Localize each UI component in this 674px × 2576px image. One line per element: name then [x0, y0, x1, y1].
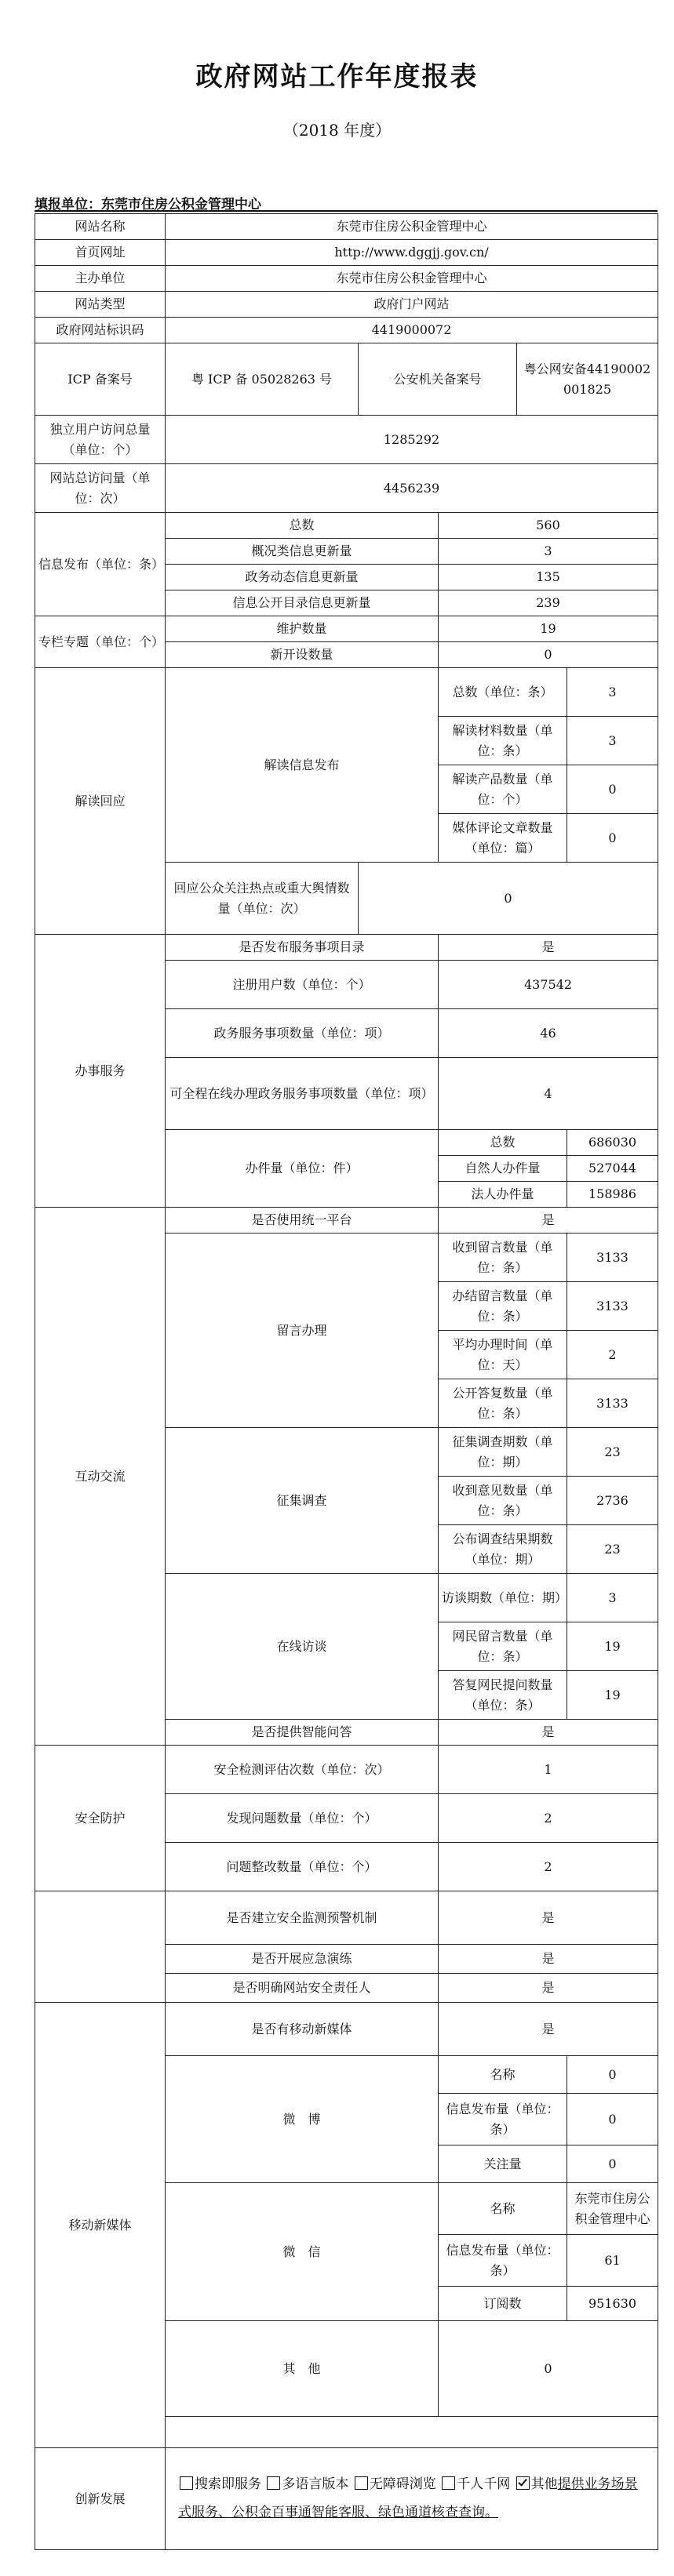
wb-posts-value: 0 — [567, 2094, 658, 2145]
svc-users-value: 437542 — [439, 961, 658, 1009]
media-has-label: 是否有移动新媒体 — [166, 2003, 439, 2056]
svc-vol-total-label: 总数 — [439, 1130, 567, 1156]
ix-sv-result-value: 23 — [567, 1525, 658, 1574]
row-column-maint — [35, 616, 658, 642]
sponsor-value: 东莞市住房公积金管理中心 — [166, 266, 658, 292]
opt-other-text: 提供业务场景式服务、公积金百事通智能客服、绿色通道核查查询。 — [178, 2476, 638, 2520]
ix-tk-reply-label: 答复网民提问数量（单位：条） — [439, 1671, 567, 1720]
site-name-label: 网站名称 — [35, 214, 166, 240]
media-label: 移动新媒体 — [35, 2003, 166, 2448]
checkbox-search-service[interactable] — [180, 2476, 193, 2490]
ix-platform-value: 是 — [439, 1208, 658, 1234]
interp-respond-label: 回应公众关注热点或重大舆情数量（单位：次） — [166, 863, 359, 935]
wb-posts-label: 信息发布量（单位：条） — [439, 2094, 567, 2145]
info-catalog-value: 239 — [439, 590, 658, 616]
media-other-label: 其 他 — [166, 2321, 439, 2417]
wechat-label: 微 信 — [166, 2183, 439, 2321]
row-info-total — [35, 513, 658, 539]
row-home-url — [35, 240, 658, 266]
interp-material-value: 3 — [567, 717, 658, 765]
header-divider — [35, 210, 658, 212]
ix-done-label: 办结留言数量（单位：条） — [439, 1282, 567, 1331]
checkbox-accessibility[interactable] — [355, 2476, 368, 2490]
sec-check-value: 1 — [439, 1746, 658, 1794]
site-name-value: 东莞市住房公积金管理中心 — [166, 214, 658, 240]
innovation-label: 创新发展 — [35, 2448, 166, 2550]
ix-recv-label: 收到留言数量（单位：条） — [439, 1234, 567, 1282]
home-url-value[interactable]: http://www.dggjj.gov.cn/ — [166, 240, 658, 266]
wb-follow-value: 0 — [567, 2145, 658, 2183]
ix-tk-msg-label: 网民留言数量（单位：条） — [439, 1622, 567, 1671]
row-uv — [35, 416, 658, 464]
ix-platform-label: 是否使用统一平台 — [166, 1208, 439, 1234]
site-type-value: 政府门户网站 — [166, 292, 658, 318]
svc-items-value: 46 — [439, 1009, 658, 1058]
ix-survey-label: 征集调查 — [166, 1428, 439, 1574]
ix-msg-label: 留言办理 — [166, 1234, 439, 1428]
media-has-value: 是 — [439, 2003, 658, 2056]
ix-done-value: 3133 — [567, 1282, 658, 1331]
pv-label: 网站总访问量（单位：次） — [35, 464, 166, 513]
sponsor-label: 主办单位 — [35, 266, 166, 292]
ix-sv-result-label: 公布调查结果期数（单位：期） — [439, 1525, 567, 1574]
page-title: 政府网站工作年度报表 — [195, 61, 479, 93]
ix-sv-count-value: 23 — [567, 1428, 658, 1477]
column-label: 专栏专题（单位：个） — [35, 616, 166, 668]
interp-media-value: 0 — [567, 814, 658, 863]
row-ix-platform — [35, 1208, 658, 1234]
sec-issue-value: 2 — [439, 1794, 658, 1843]
svc-vol-legal-label: 法人办件量 — [439, 1182, 567, 1208]
sec-drill-label: 是否开展应急演练 — [166, 1945, 439, 1974]
ix-pub-label: 公开答复数量（单位：条） — [439, 1379, 567, 1428]
wb-name-value: 0 — [567, 2056, 658, 2094]
opt-other: 其他 — [530, 2476, 558, 2492]
svc-vol-total-value: 686030 — [567, 1130, 658, 1156]
ix-sv-opinion-label: 收到意见数量（单位：条） — [439, 1477, 567, 1525]
ix-smart-label: 是否提供智能问答 — [166, 1720, 439, 1746]
site-code-value: 4419000072 — [166, 318, 658, 343]
police-value: 粤公网安备44190002001825 — [517, 343, 658, 416]
interact-label: 互动交流 — [35, 1208, 166, 1746]
interp-total-value: 3 — [567, 668, 658, 717]
site-code-label: 政府网站标识码 — [35, 318, 166, 343]
interpret-publish-label: 解读信息发布 — [166, 668, 439, 863]
info-total-label: 总数 — [166, 513, 439, 539]
column-maint-value: 19 — [439, 616, 658, 642]
row-sec-monitor — [35, 1891, 658, 1945]
info-overview-value: 3 — [439, 539, 658, 565]
info-catalog-label: 信息公开目录信息更新量 — [166, 590, 439, 616]
icp-label: ICP 备案号 — [35, 343, 166, 416]
row-svc-catalog — [35, 935, 658, 961]
svc-vol-person-value: 527044 — [567, 1156, 658, 1182]
svc-online-value: 4 — [439, 1058, 658, 1130]
wx-posts-label: 信息发布量（单位：条） — [439, 2235, 567, 2287]
interp-total-label: 总数（单位：条） — [439, 668, 567, 717]
row-site-type — [35, 292, 658, 318]
opt-search-service: 搜索即服务 — [195, 2476, 261, 2492]
opt-accessibility: 无障碍浏览 — [369, 2476, 436, 2492]
police-label: 公安机关备案号 — [359, 343, 517, 416]
sec-check-label: 安全检测评估次数（单位：次） — [166, 1746, 439, 1794]
uv-value: 1285292 — [166, 416, 658, 464]
ix-tk-reply-value: 19 — [567, 1671, 658, 1720]
info-news-label: 政务动态信息更新量 — [166, 565, 439, 590]
row-icp — [35, 343, 658, 416]
site-type-label: 网站类型 — [35, 292, 166, 318]
wx-name-value: 东莞市住房公积金管理中心 — [567, 2183, 658, 2235]
svc-catalog-label: 是否发布服务事项目录 — [166, 935, 439, 961]
wx-subs-label: 订阅数 — [439, 2287, 567, 2321]
row-sec-check — [35, 1746, 658, 1794]
opt-personalized: 千人千网 — [457, 2476, 511, 2492]
ix-sv-opinion-value: 2736 — [567, 1477, 658, 1525]
interp-product-label: 解读产品数量（单位：个） — [439, 765, 567, 814]
sec-drill-value: 是 — [439, 1945, 658, 1974]
ix-tk-msg-value: 19 — [567, 1622, 658, 1671]
svc-items-label: 政务服务事项数量（单位：项） — [166, 1009, 439, 1058]
security-blank-cell — [35, 1891, 166, 2003]
ix-sv-count-label: 征集调查期数（单位：期） — [439, 1428, 567, 1477]
column-maint-label: 维护数量 — [166, 616, 439, 642]
row-interp-total — [35, 668, 658, 717]
ix-recv-value: 3133 — [567, 1234, 658, 1282]
info-news-value: 135 — [439, 565, 658, 590]
column-new-value: 0 — [439, 642, 658, 668]
uv-label: 独立用户访问总量（单位：个） — [35, 416, 166, 464]
sec-issue-label: 发现问题数量（单位：个） — [166, 1794, 439, 1843]
svc-catalog-value: 是 — [439, 935, 658, 961]
row-media-has — [35, 2003, 658, 2056]
interp-respond-value: 0 — [359, 863, 658, 935]
sec-fix-value: 2 — [439, 1843, 658, 1891]
ix-tk-count-value: 3 — [567, 1574, 658, 1622]
sec-owner-value: 是 — [439, 1974, 658, 2003]
info-label: 信息发布（单位：条） — [35, 513, 166, 616]
row-site-code — [35, 318, 658, 343]
wx-name-label: 名称 — [439, 2183, 567, 2235]
row-site-name — [35, 214, 658, 240]
interpret-label: 解读回应 — [35, 668, 166, 935]
ix-pub-value: 3133 — [567, 1379, 658, 1428]
opt-multilang: 多语言版本 — [282, 2476, 349, 2492]
reporting-unit-label: 填报单位： — [35, 197, 101, 213]
svc-volume-label: 办件量（单位：件） — [166, 1130, 439, 1208]
report-table — [35, 213, 658, 2550]
svc-online-label: 可全程在线办理政务服务事项数量（单位：项） — [166, 1058, 439, 1130]
reporting-unit-name: 东莞市住房公积金管理中心 — [101, 197, 261, 213]
interp-media-label: 媒体评论文章数量（单位：篇） — [439, 814, 567, 863]
pv-value: 4456239 — [166, 464, 658, 513]
icp-value: 粤 ICP 备 05028263 号 — [166, 343, 359, 416]
checkbox-other-checked[interactable] — [516, 2476, 530, 2490]
info-total-value: 560 — [439, 513, 658, 539]
security-label: 安全防护 — [35, 1746, 166, 1891]
wx-posts-value: 61 — [567, 2235, 658, 2287]
checkbox-personalized[interactable] — [442, 2476, 455, 2490]
wx-subs-value: 951630 — [567, 2287, 658, 2321]
interp-product-value: 0 — [567, 765, 658, 814]
ix-talk-label: 在线访谈 — [166, 1574, 439, 1720]
media-other-value: 0 — [439, 2321, 658, 2417]
home-url-label: 首页网址 — [35, 240, 166, 266]
row-innovation — [35, 2448, 658, 2550]
sec-monitor-label: 是否建立安全监测预警机制 — [166, 1891, 439, 1945]
checkbox-multilang[interactable] — [267, 2476, 280, 2490]
weibo-label: 微 博 — [166, 2056, 439, 2183]
column-new-label: 新开设数量 — [166, 642, 439, 668]
interp-material-label: 解读材料数量（单位：条） — [439, 717, 567, 765]
svc-vol-person-label: 自然人办件量 — [439, 1156, 567, 1182]
info-overview-label: 概况类信息更新量 — [166, 539, 439, 565]
media-spacer-cell — [166, 2417, 658, 2448]
wb-follow-label: 关注量 — [439, 2145, 567, 2183]
ix-avg-label: 平均办理时间（单位：天） — [439, 1331, 567, 1379]
sec-fix-label: 问题整改数量（单位：个） — [166, 1843, 439, 1891]
row-sponsor — [35, 266, 658, 292]
ix-smart-value: 是 — [439, 1720, 658, 1746]
ix-tk-count-label: 访谈期数（单位：期） — [439, 1574, 567, 1622]
sec-owner-label: 是否明确网站安全责任人 — [166, 1974, 439, 2003]
innovation-options — [166, 2448, 658, 2550]
page-subtitle: （2018 年度） — [282, 121, 392, 140]
ix-avg-value: 2 — [567, 1331, 658, 1379]
row-pv — [35, 464, 658, 513]
wb-name-label: 名称 — [439, 2056, 567, 2094]
service-label: 办事服务 — [35, 935, 166, 1208]
sec-monitor-value: 是 — [439, 1891, 658, 1945]
svc-vol-legal-value: 158986 — [567, 1182, 658, 1208]
svc-users-label: 注册用户数（单位：个） — [166, 961, 439, 1009]
